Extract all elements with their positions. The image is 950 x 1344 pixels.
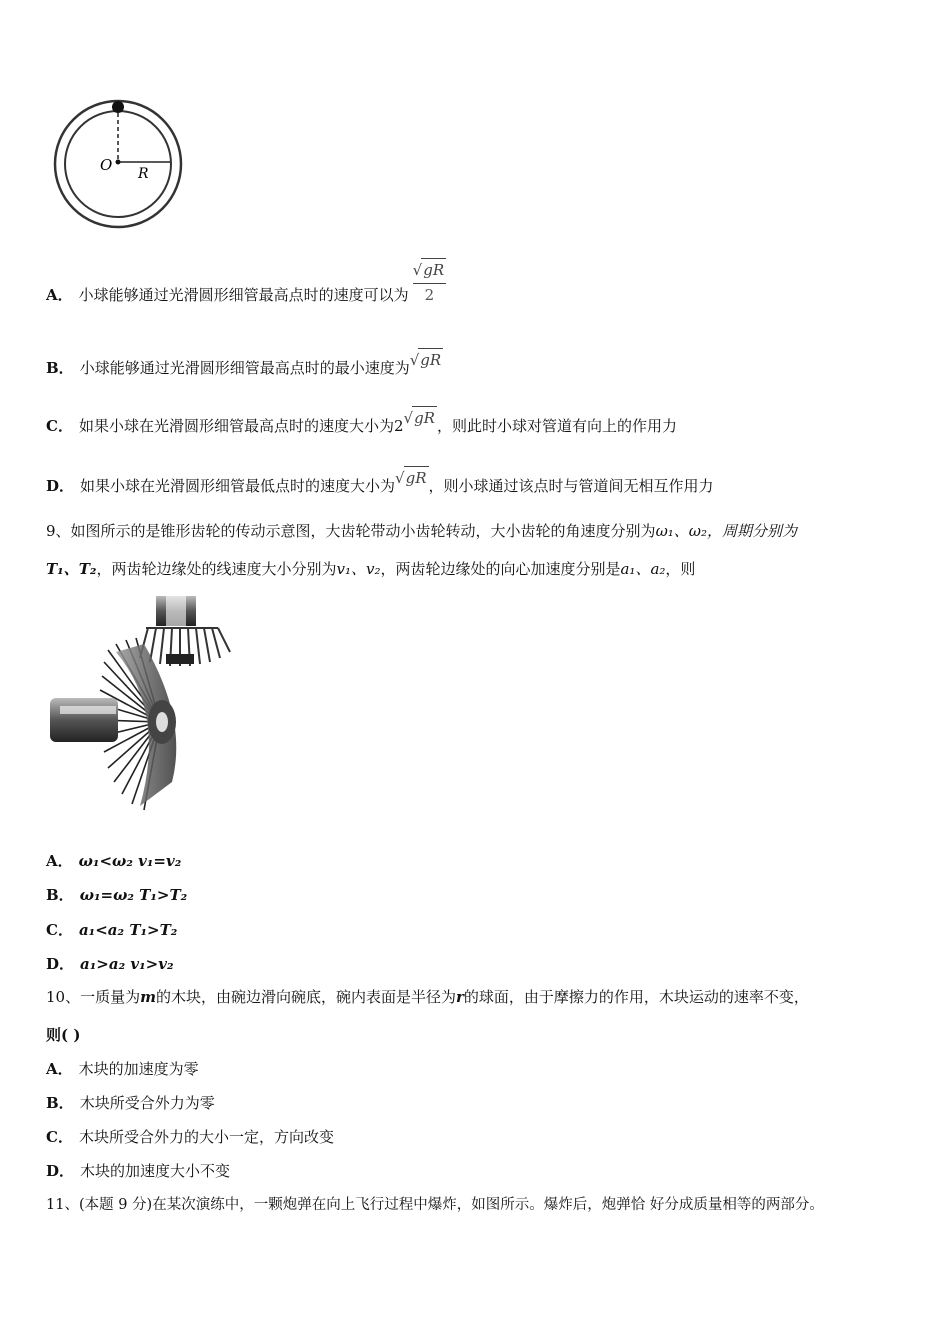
circular-tube-figure: [42, 94, 192, 244]
sqrt-gr: √gR: [404, 406, 437, 429]
q10-stem-line2: 则( ): [46, 1026, 81, 1044]
q11-stem: 11、(本题 9 分)在某次演练中，一颗炮弹在向上飞行过程中爆炸，如图所示。爆炸后，炮弹恰 好分成质量相等的两部分。: [46, 1197, 824, 1213]
sqrt-gr: √gR: [410, 348, 443, 371]
ball: [112, 101, 124, 113]
q10-option-d: D． 木块的加速度大小不变: [46, 1162, 231, 1180]
bevel-gear-figure: [48, 592, 238, 817]
q9-option-b: B． ω₁=ω₂ T₁>T₂: [46, 886, 188, 904]
q8-option-a: A． 小球能够通过光滑圆形细管最高点时的速度可以为 $\frac{√gR}{2}$: [46, 284, 446, 306]
q9-stem-line1: 9、如图所示的是锥形齿轮的传动示意图，大齿轮带动小齿轮转动，大小齿轮的角速度分别为ω₁、ω₂，周期分别为: [46, 522, 798, 540]
q10-option-c: C． 木块所受合外力的大小一定，方向改变: [46, 1128, 334, 1146]
q9-option-d: D． a₁>a₂ v₁>v₂: [46, 955, 174, 973]
q8-option-c: C． 如果小球在光滑圆形细管最高点时的速度大小为2√gR ，则此时小球对管道有向上的作用力: [46, 414, 677, 437]
q10-option-b: B． 木块所受合外力为零: [46, 1094, 215, 1112]
q10-option-a: A． 木块的加速度为零: [46, 1060, 199, 1078]
center-label: O: [100, 156, 113, 174]
q8-option-d: D． 如果小球在光滑圆形细管最低点时的速度大小为√gR ，则小球通过该点时与管道间无相互作用力: [46, 474, 714, 497]
q9-option-c: C． a₁<a₂ T₁>T₂: [46, 921, 178, 939]
sqrt-gr-over-2: $\frac{√gR}{2}$: [413, 258, 446, 306]
q9-stem-line2: T₁、T₂，两齿轮边缘处的线速度大小分别为v₁、v₂，两齿轮边缘处的向心加速度分别是a₁、a₂，则: [46, 560, 696, 578]
q10-stem-line1: 10、一质量为m的木块，由碗边滑向碗底，碗内表面是半径为r的球面，由于摩擦力的作用，木块运动的速率不变，: [46, 988, 809, 1006]
radius-label: R: [138, 166, 149, 182]
q9-option-a: A． ω₁<ω₂ v₁=v₂: [46, 852, 182, 870]
sqrt-gr: √gR: [395, 466, 428, 489]
q8-option-b: B． 小球能够通过光滑圆形细管最高点时的最小速度为√gR: [46, 356, 443, 379]
